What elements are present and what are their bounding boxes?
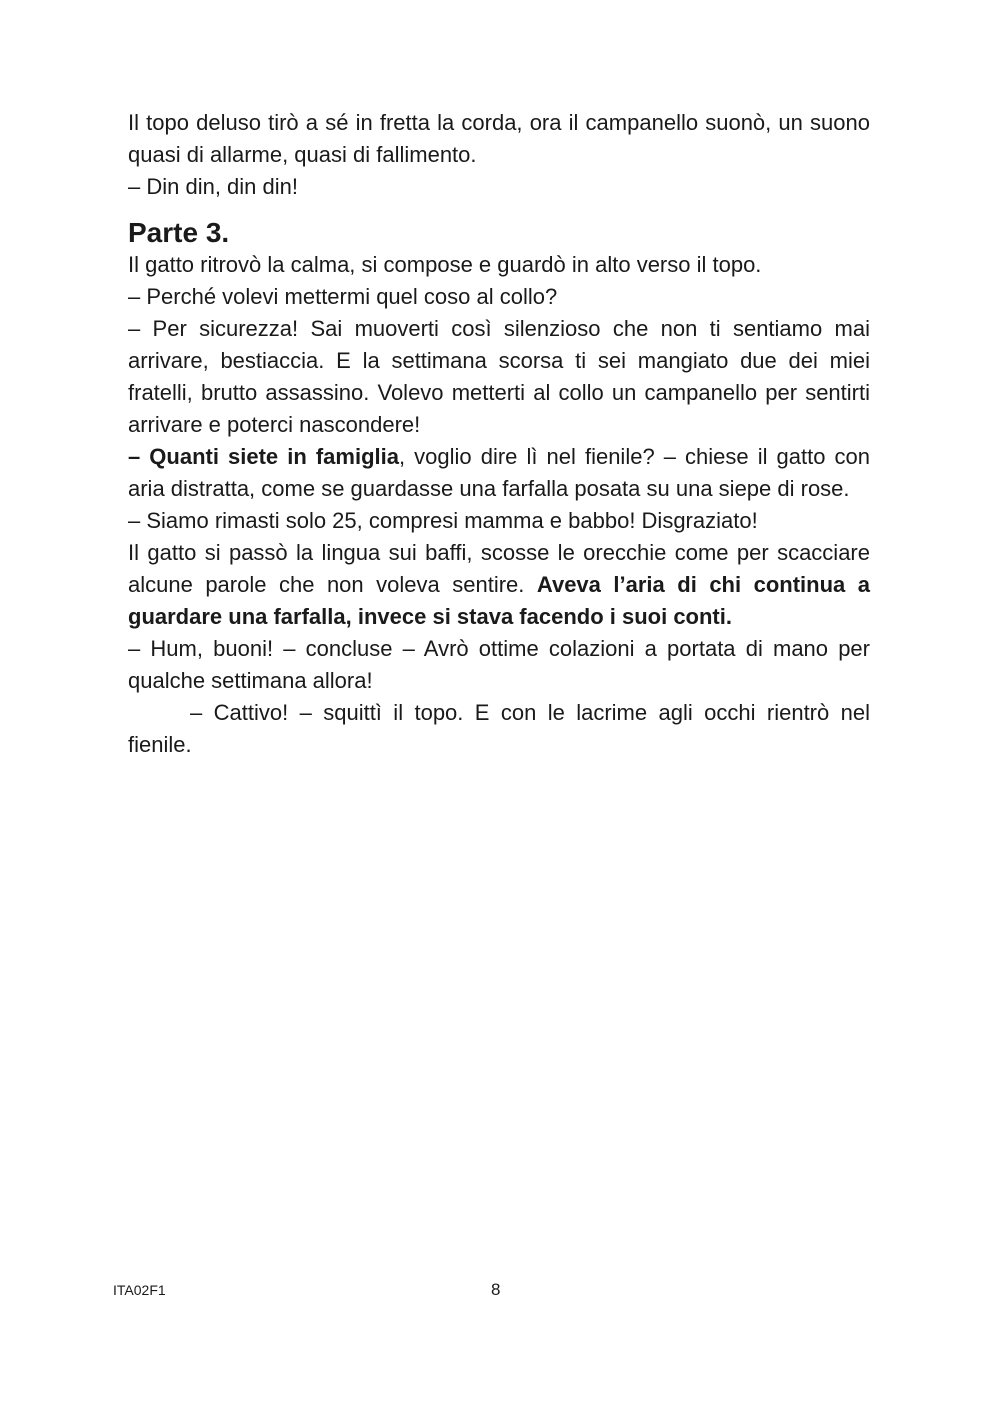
bold-text: Aveva l’aria di chi continua a guardare una farfalla, invece si stava facendo i suoi conti. <box>128 572 870 629</box>
text: Il gatto si passò la lingua sui baffi, scosse le orecchie come per scacciare alcune parole che non voleva sentire. <box>128 540 870 597</box>
dialogue-line: – Hum, buoni! – concluse – Avrò ottime colazioni a portata di mano per qualche settimana allora! <box>128 636 870 693</box>
dialogue-line: – Din din, din din! <box>128 174 298 199</box>
text: , voglio dire lì nel fienile? – chiese il gatto con aria distratta, come se guardasse una farfalla posata su una siepe di rose. <box>128 444 871 501</box>
paragraph: Il gatto ritrovò la calma, si compose e guardò in alto verso il topo. <box>128 252 762 277</box>
section-heading: Parte 3. <box>128 217 230 248</box>
dialogue-line: – Per sicurezza! Sai muoverti così silenzioso che non ti sentiamo mai arrivare, bestiaccia. E la settimana scorsa ti sei mangiato due dei miei fratelli, brutto assassino. Volevo metterti al collo un campanello per sentirti arrivare e poterci nascondere! <box>128 316 870 437</box>
document-code: ITA02F1 <box>113 1282 166 1298</box>
dialogue-line: – Siamo rimasti solo 25, compresi mamma e babbo! Disgraziato! <box>128 508 758 533</box>
page-number: 8 <box>491 1280 501 1299</box>
dialogue-line: – Cattivo! – squittì il topo. E con le lacrime agli occhi rientrò nel fienile. <box>128 700 870 757</box>
paragraph: Il topo deluso tirò a sé in fretta la corda, ora il campanello suonò, un suono quasi di allarme, quasi di fallimento. <box>128 110 870 167</box>
dialogue-line: – Perché volevi mettermi quel coso al collo? <box>128 284 558 309</box>
document-body <box>128 107 870 761</box>
bold-text: – Quanti siete in famiglia <box>128 444 399 469</box>
dialogue-line <box>128 441 870 505</box>
paragraph <box>128 537 870 633</box>
